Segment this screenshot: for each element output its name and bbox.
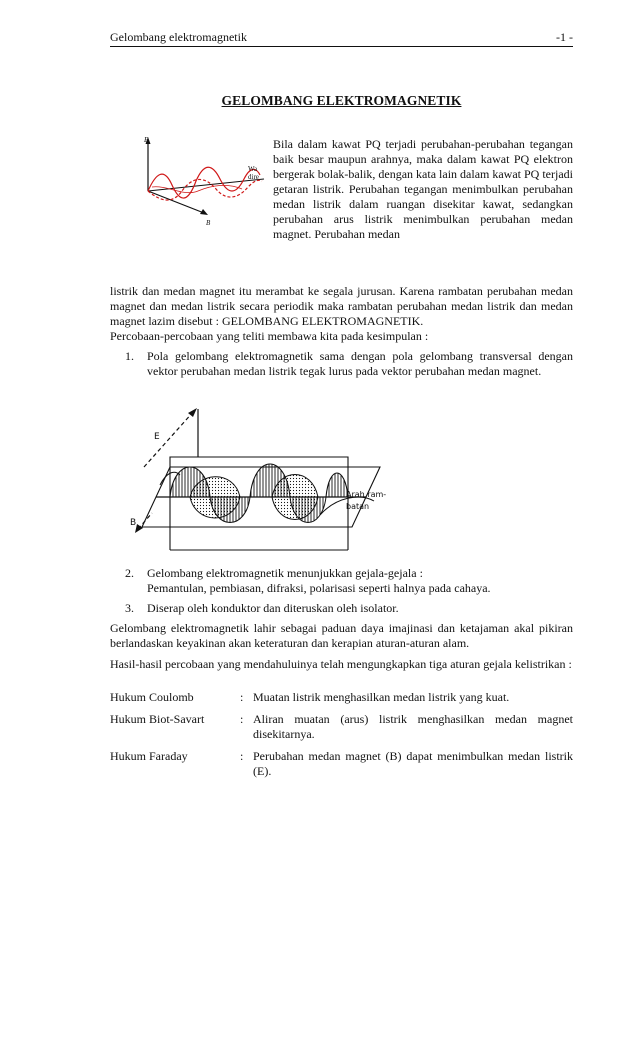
figure2-label-b: B (130, 518, 137, 528)
law-description: Perubahan medan magnet (B) dapat menimbulkan medan listrik (E). (253, 749, 573, 778)
figure2-label-arah-1: Arah ram- (346, 490, 387, 499)
page-number: -1 - (556, 30, 573, 44)
header-title: Gelombang elektromagnetik (110, 30, 247, 44)
intro-paragraph: Bila dalam kawat PQ terjadi perubahan-perubahan tegangan baik besar maupun arahnya, maka dalam kawat PQ elektron bergerak bolak-balik, dengan kata lain dalam kawat PQ terjadi getaran listrik. Perubahan tegangan menimbulkan perubahan medan listrik dalam ruangan disekitar kawat, sedangkan perubahan arus listrik menimbulkan perubahan medan magnet. Perubahan medan (273, 137, 573, 241)
em-wave-figure-small (138, 133, 266, 233)
figure1-label-e: E (144, 136, 149, 144)
conclusion-list-part1 (125, 349, 573, 379)
list-item-text: Pola gelombang elektromagnetik sama dengan pola gelombang transversal dengan vektor perubahan medan listrik tegak lurus pada vektor perubahan medan magnet. (147, 349, 573, 378)
figure2-label-e: E (154, 432, 160, 442)
law-colon: : (240, 749, 244, 763)
conclusion-list-part2 (125, 566, 573, 621)
figure1-label-wave-1: Wa (248, 165, 258, 173)
list-item-number: 3. (125, 601, 134, 615)
list-item-subtext: Pemantulan, pembiasan, difraksi, polarisasi seperti halnya pada cahaya. (147, 581, 491, 595)
paragraph-results: Hasil-hasil percobaan yang mendahuluinya telah mengungkapkan tiga aturan gejala kelistrikan : (110, 657, 572, 671)
law-name: Hukum Biot-Savart (110, 712, 205, 726)
figure2-label-arah-2: batan (346, 502, 370, 511)
law-name: Hukum Faraday (110, 749, 188, 763)
page-header (110, 30, 573, 47)
figure1-label-b: B (206, 219, 211, 227)
law-description: Muatan listrik menghasilkan medan listrik yang kuat. (253, 690, 510, 704)
list-item (125, 566, 573, 596)
law-name: Hukum Coulomb (110, 690, 194, 704)
law-row (110, 712, 573, 742)
paragraph-imagination: Gelombang elektromagnetik lahir sebagai paduan daya imajinasi dan ketajaman akal pikiran berlandaskan keyakinan akan keteraturan dan kerapian aturan-aturan alam. (110, 621, 573, 650)
list-item-text: Diserap oleh konduktor dan diteruskan oleh isolator. (147, 601, 399, 615)
document-title: GELOMBANG ELEKTROMAGNETIK (221, 93, 462, 108)
list-item (125, 601, 573, 616)
figure1-label-wave-2: dire (248, 173, 259, 181)
law-colon: : (240, 690, 244, 704)
law-row (110, 690, 573, 705)
paragraph-experiments: Percobaan-percobaan yang teliti membawa kita pada kesimpulan : (110, 329, 429, 343)
paragraph-continue: listrik dan medan magnet itu merambat ke segala jurusan. Karena rambatan perubahan medan magnet dan medan listrik secara periodik maka rambatan perubahan medan listrik dan medan magnet lazim disebut : GELOMBANG ELEKTROMAGNETIK. (110, 284, 573, 328)
list-item-number: 1. (125, 349, 134, 363)
em-wave-figure-large (130, 405, 410, 555)
list-item-text: Gelombang elektromagnetik menunjukkan gejala-gejala : (147, 566, 423, 580)
list-item-number: 2. (125, 566, 134, 580)
law-colon: : (240, 712, 244, 726)
laws-list (110, 690, 573, 786)
law-description: Aliran muatan (arus) listrik menghasilkan medan magnet disekitarnya. (253, 712, 573, 741)
law-row (110, 749, 573, 779)
list-item (125, 349, 573, 379)
